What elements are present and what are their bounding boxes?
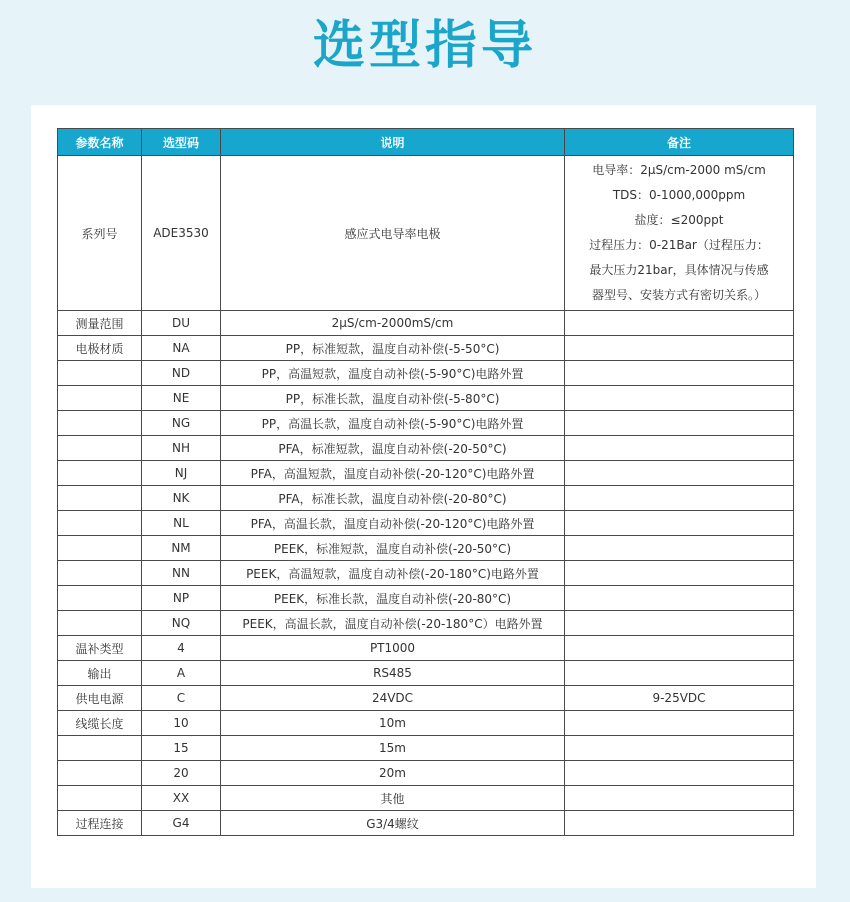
remark-cell [565, 561, 794, 586]
code-cell: G4 [142, 811, 221, 836]
code-cell: 15 [142, 736, 221, 761]
remark-line: 电导率：2μS/cm-2000 mS/cm [592, 163, 766, 177]
description-cell: PP，高温长款，温度自动补偿(-5-90°C)电路外置 [221, 411, 565, 436]
table-row [58, 411, 794, 436]
remark-cell [565, 536, 794, 561]
table-row [58, 436, 794, 461]
code-cell: NM [142, 536, 221, 561]
table-row [58, 586, 794, 611]
description-cell: PEEK，标准长款，温度自动补偿(-20-80°C) [221, 586, 565, 611]
code-cell: NN [142, 561, 221, 586]
selection-table [57, 128, 794, 836]
table-row [58, 336, 794, 361]
remark-line: 器型号、安装方式有密切关系。） [591, 288, 766, 302]
remark-line: TDS：0-1000,000ppm [612, 188, 746, 202]
remark-cell [565, 811, 794, 836]
table-row [58, 661, 794, 686]
table-row [58, 536, 794, 561]
remark-cell [565, 411, 794, 436]
param-cell [58, 561, 142, 586]
param-cell [58, 511, 142, 536]
header-code: 选型码 [142, 129, 221, 156]
table-row [58, 811, 794, 836]
description-cell: RS485 [221, 661, 565, 686]
param-cell: 过程连接 [58, 811, 142, 836]
param-cell [58, 761, 142, 786]
description-cell: PP，标准长款，温度自动补偿(-5-80°C) [221, 386, 565, 411]
remark-cell [565, 761, 794, 786]
remark-cell [565, 486, 794, 511]
remark-cell [565, 436, 794, 461]
code-cell: NA [142, 336, 221, 361]
table-row [58, 561, 794, 586]
description-cell: PFA，高温短款，温度自动补偿(-20-120°C)电路外置 [221, 461, 565, 486]
header-description: 说明 [221, 129, 565, 156]
code-cell: ADE3530 [142, 156, 221, 311]
code-cell: DU [142, 311, 221, 336]
code-cell: 20 [142, 761, 221, 786]
param-cell [58, 611, 142, 636]
table-row [58, 311, 794, 336]
table-row [58, 486, 794, 511]
remark-cell [565, 361, 794, 386]
remark-cell [565, 311, 794, 336]
description-cell: PEEK，高温长款，温度自动补偿(-20-180°C）电路外置 [221, 611, 565, 636]
table-row [58, 611, 794, 636]
remark-cell [565, 661, 794, 686]
page-title: 选型指导 [312, 16, 537, 76]
code-cell: 10 [142, 711, 221, 736]
code-cell: NP [142, 586, 221, 611]
header-param-name: 参数名称 [58, 129, 142, 156]
param-cell [58, 736, 142, 761]
description-cell: PEEK，标准短款，温度自动补偿(-20-50°C) [221, 536, 565, 561]
remark-cell [565, 511, 794, 536]
param-cell: 系列号 [58, 156, 142, 311]
remark-cell [565, 461, 794, 486]
code-cell: NH [142, 436, 221, 461]
code-cell: NJ [142, 461, 221, 486]
table-row [58, 636, 794, 661]
description-cell: PFA，高温长款，温度自动补偿(-20-120°C)电路外置 [221, 511, 565, 536]
param-cell [58, 786, 142, 811]
table-body [58, 156, 794, 836]
remark-cell [565, 636, 794, 661]
table-row [58, 786, 794, 811]
description-cell: PFA，标准短款，温度自动补偿(-20-50°C) [221, 436, 565, 461]
code-cell: NE [142, 386, 221, 411]
param-cell [58, 461, 142, 486]
code-cell: XX [142, 786, 221, 811]
description-cell: PEEK，高温短款，温度自动补偿(-20-180°C)电路外置 [221, 561, 565, 586]
description-cell: PP，标准短款，温度自动补偿(-5-50°C) [221, 336, 565, 361]
description-cell: PP，高温短款，温度自动补偿(-5-90°C)电路外置 [221, 361, 565, 386]
remark-cell [565, 586, 794, 611]
param-cell: 线缆长度 [58, 711, 142, 736]
remark-line: 过程压力：0-21Bar（过程压力： [589, 238, 769, 252]
param-cell [58, 386, 142, 411]
code-cell: A [142, 661, 221, 686]
param-cell [58, 411, 142, 436]
param-cell: 测量范围 [58, 311, 142, 336]
description-cell: 15m [221, 736, 565, 761]
table-row [58, 386, 794, 411]
remark-cell [565, 336, 794, 361]
param-cell [58, 361, 142, 386]
remark-cell [565, 711, 794, 736]
description-cell: 20m [221, 761, 565, 786]
code-cell: C [142, 686, 221, 711]
table-row-series [58, 156, 794, 311]
description-cell: PT1000 [221, 636, 565, 661]
param-cell: 供电电源 [58, 686, 142, 711]
description-cell: 10m [221, 711, 565, 736]
remark-line: 盐度：≤200ppt [634, 213, 724, 227]
code-cell: NL [142, 511, 221, 536]
description-cell: 24VDC [221, 686, 565, 711]
code-cell: ND [142, 361, 221, 386]
code-cell: NG [142, 411, 221, 436]
code-cell: NK [142, 486, 221, 511]
param-cell [58, 436, 142, 461]
param-cell [58, 486, 142, 511]
table-row [58, 361, 794, 386]
table-row [58, 736, 794, 761]
param-cell: 输出 [58, 661, 142, 686]
table-header-row [58, 129, 794, 156]
table-row [58, 761, 794, 786]
description-cell: PFA，标准长款，温度自动补偿(-20-80°C) [221, 486, 565, 511]
remark-cell: 9-25VDC [565, 686, 794, 711]
header-remark: 备注 [565, 129, 794, 156]
table-row [58, 686, 794, 711]
param-cell [58, 536, 142, 561]
code-cell: NQ [142, 611, 221, 636]
description-cell: 其他 [221, 786, 565, 811]
remark-cell [565, 736, 794, 761]
param-cell [58, 586, 142, 611]
description-cell: 2μS/cm-2000mS/cm [221, 311, 565, 336]
remark-line: 最大压力21bar，具体情况与传感 [589, 263, 769, 277]
remark-cell [565, 386, 794, 411]
table-row [58, 461, 794, 486]
remark-cell [565, 786, 794, 811]
remark-cell [565, 611, 794, 636]
description-cell: 感应式电导率电极 [221, 156, 565, 311]
table-row [58, 511, 794, 536]
param-cell: 温补类型 [58, 636, 142, 661]
table-row [58, 711, 794, 736]
remark-cell [565, 156, 794, 311]
code-cell: 4 [142, 636, 221, 661]
description-cell: G3/4螺纹 [221, 811, 565, 836]
param-cell: 电极材质 [58, 336, 142, 361]
